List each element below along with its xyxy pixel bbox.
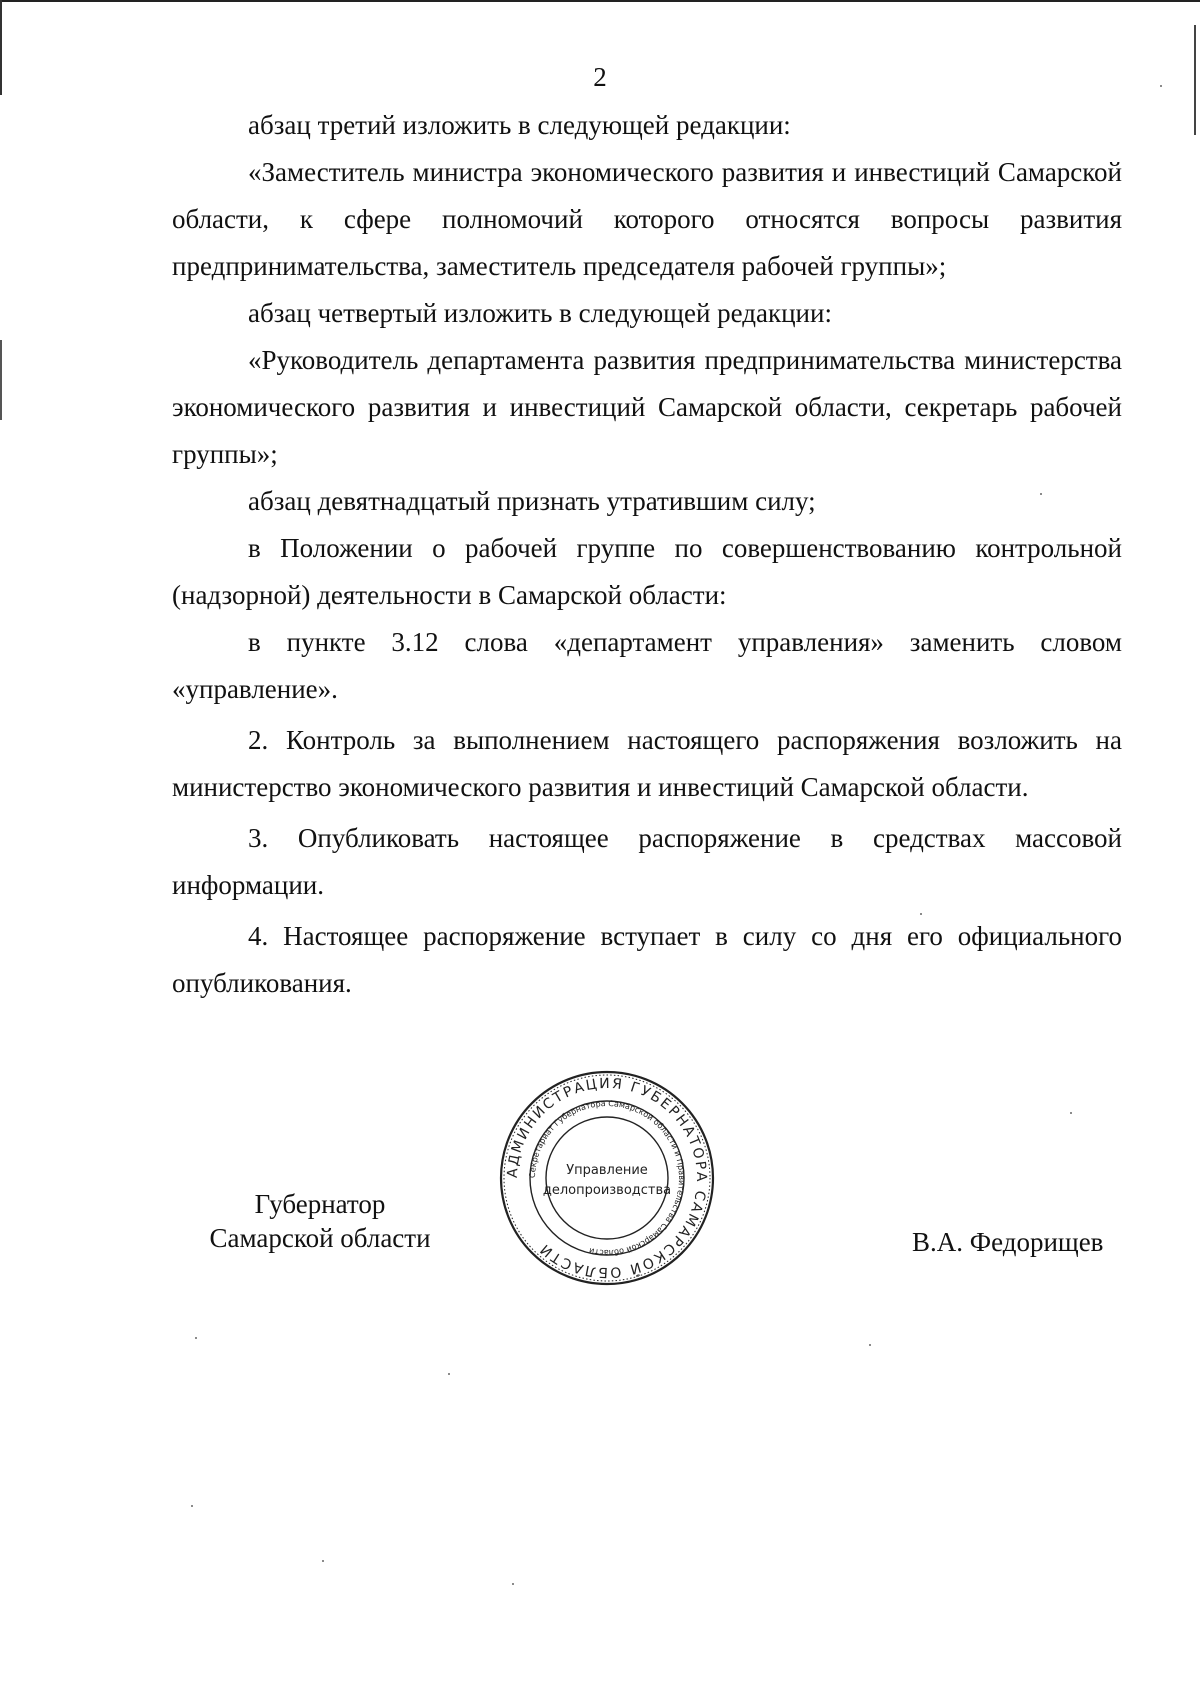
official-stamp [499, 1070, 715, 1286]
paragraph: в Положении о рабочей группе по совершенствованию контрольной (надзорной) деятельности в Самарской области: [172, 533, 1122, 610]
scan-speck [195, 1337, 197, 1339]
signatory-title-line: Губернатор [254, 1189, 386, 1219]
scan-speck [191, 1505, 193, 1507]
scan-speck [512, 1583, 514, 1585]
scan-speck [1040, 493, 1042, 495]
signatory-name: В.А. Федорищев [912, 1227, 1104, 1257]
stamp-inner-ring [546, 1117, 668, 1239]
paragraph: «Руководитель департамента развития предпринимательства министерства экономического развития и инвестиций Самарской области, секретарь рабочей группы»; [172, 345, 1122, 469]
document-body [172, 102, 1122, 1007]
scan-edge-top [0, 0, 1200, 2]
scan-edge-left-lower [0, 340, 2, 420]
paragraph: в пункте 3.12 слова «департамент управления» заменить словом «управление». [172, 627, 1122, 704]
signatory-title [195, 1187, 445, 1255]
paragraph: абзац четвертый изложить в следующей редакции: [248, 298, 832, 328]
signatory-title-line: Самарской области [209, 1223, 431, 1253]
paragraph: 3. Опубликовать настоящее распоряжение в средствах массовой информации. [172, 823, 1122, 900]
scan-speck [1160, 85, 1162, 87]
stamp-inner-text: Секретариат Губернатора Самарской области и Правительства Самарской области [527, 1098, 687, 1258]
paragraph: абзац третий изложить в следующей редакции: [248, 110, 791, 140]
stamp-outer-text: АДМИНИСТРАЦИЯ ГУБЕРНАТОРА САМАРСКОЙ ОБЛАСТИ [504, 1075, 710, 1281]
scan-speck [448, 1373, 450, 1375]
stamp-center-line: делопроизводства [542, 1183, 672, 1198]
paragraph: 2. Контроль за выполнением настоящего распоряжения возложить на министерство экономического развития и инвестиций Самарской области. [172, 725, 1122, 802]
stamp-center-line: Управление [566, 1163, 648, 1178]
paragraph: абзац девятнадцатый признать утратившим силу; [248, 486, 816, 516]
page-number: 2 [593, 62, 607, 92]
paragraph: 4. Настоящее распоряжение вступает в силу со дня его официального опубликования. [172, 921, 1122, 998]
scan-speck [1070, 1112, 1072, 1114]
paragraph: «Заместитель министра экономического развития и инвестиций Самарской области, к сфере полномочий которого относятся вопросы развития предпринимательства, заместитель председателя рабочей группы»; [172, 157, 1122, 281]
scan-speck [869, 1344, 871, 1346]
scan-speck [322, 1560, 324, 1562]
scan-speck [920, 913, 922, 915]
